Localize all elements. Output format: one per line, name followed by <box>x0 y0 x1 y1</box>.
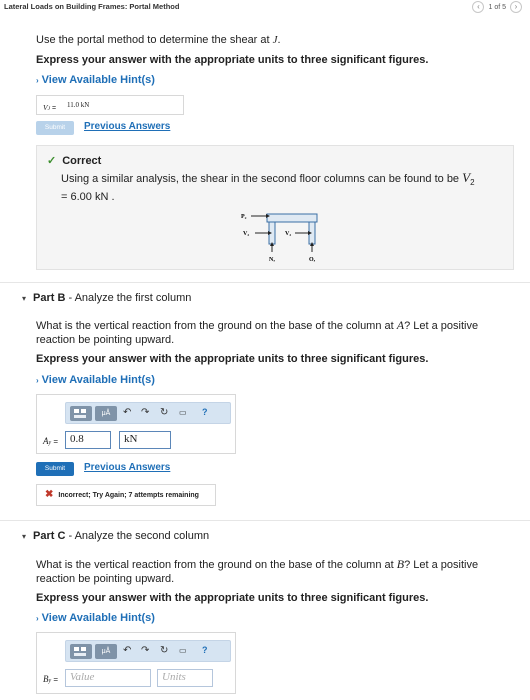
part-a-previous-answers-link[interactable]: Previous Answers <box>84 121 171 132</box>
math-toolbar <box>65 402 231 424</box>
part-b-feedback: ✖ Incorrect; Try Again; 7 attempts remaining <box>36 484 216 506</box>
part-c-answer-box: μÅ ↶ ↷ ↻ ▭ ? By = Value Units <box>36 632 236 694</box>
part-a-feedback-box <box>36 145 514 270</box>
part-b-hint-link[interactable]: › View Available Hint(s) <box>36 374 155 386</box>
help-icon[interactable]: ? <box>202 645 208 655</box>
part-c-instruction: Express your answer with the appropriate units to three significant figures. <box>36 592 429 604</box>
part-b-question: What is the vertical reaction from the ground on the base of the column at A? Let a positive reaction be pointing upward. <box>36 318 479 346</box>
part-c-header[interactable]: ▾ Part C - Analyze the second column <box>22 530 210 542</box>
caret-down-icon: ▾ <box>22 294 27 303</box>
redo-icon[interactable]: ↷ <box>141 645 150 656</box>
chevron-left-icon[interactable]: ‹ <box>472 1 484 13</box>
label-p2: P₂ <box>241 214 247 220</box>
feedback-text: Using a similar analysis, the shear in the second floor columns can be found to be $V_2$ = 6.00 kN . <box>61 170 475 204</box>
label-o1: O, <box>309 257 316 263</box>
part-a-instruction: Express your answer with the appropriate units to three significant figures. <box>36 54 429 66</box>
part-a-answer-value: 11.0 kN <box>67 101 90 109</box>
part-a-submit-button[interactable]: Submit <box>36 121 74 135</box>
label-v2-left: V₂ <box>243 231 250 237</box>
redo-icon[interactable]: ↷ <box>141 407 150 418</box>
chevron-right-icon[interactable]: › <box>510 1 522 13</box>
math-toolbar <box>65 640 231 662</box>
part-b-previous-answers-link[interactable]: Previous Answers <box>84 462 171 473</box>
feedback-title: Correct <box>62 155 102 167</box>
template-icon[interactable] <box>70 644 92 659</box>
part-c-question: What is the vertical reaction from the ground on the base of the column at B? Let a positive reaction be pointing upward. <box>36 557 479 585</box>
label-v2-right: V₂ <box>285 231 292 237</box>
undo-icon[interactable]: ↶ <box>123 645 132 656</box>
undo-icon[interactable]: ↶ <box>123 407 132 418</box>
help-icon[interactable]: ? <box>202 407 208 417</box>
chevron-right-icon: › <box>36 76 39 85</box>
part-b-instruction: Express your answer with the appropriate units to three significant figures. <box>36 353 429 365</box>
part-a-hint-link[interactable]: › View Available Hint(s) <box>36 74 155 86</box>
answer-variable: B <box>43 674 49 684</box>
divider <box>0 282 530 283</box>
page-count: 1 of 5 <box>488 3 506 11</box>
part-b-value-input[interactable]: 0.8 <box>65 431 111 449</box>
chevron-right-icon: › <box>36 614 39 623</box>
part-c-value-input[interactable]: Value <box>65 669 151 687</box>
divider <box>0 520 530 521</box>
part-b-header[interactable]: ▾ Part B - Analyze the first column <box>22 292 192 304</box>
keyboard-icon[interactable]: ▭ <box>179 408 187 417</box>
page-title: Lateral Loads on Building Frames: Portal Method <box>4 2 180 11</box>
answer-variable: A <box>43 436 49 446</box>
part-c-hint-link[interactable]: › View Available Hint(s) <box>36 612 155 624</box>
close-icon: ✖ <box>45 489 54 500</box>
units-icon[interactable]: μÅ <box>95 406 117 421</box>
keyboard-icon[interactable]: ▭ <box>179 646 187 655</box>
reset-icon[interactable]: ↻ <box>160 645 169 656</box>
chevron-right-icon: › <box>36 376 39 385</box>
caret-down-icon: ▾ <box>22 532 27 541</box>
part-c-units-input[interactable]: Units <box>157 669 213 687</box>
part-b-answer-box: μÅ ↶ ↷ ↻ ▭ ? Ay = 0.8 kN <box>36 394 236 454</box>
label-n1: N, <box>269 257 275 263</box>
part-a-question: Use the portal method to determine the shear at J. <box>36 34 281 46</box>
pager <box>472 1 522 13</box>
units-icon[interactable]: μÅ <box>95 644 117 659</box>
template-icon[interactable] <box>70 406 92 421</box>
portal-frame-figure <box>233 206 333 264</box>
part-a-answer-box: VJ = 11.0 kN <box>36 95 184 115</box>
part-b-submit-button[interactable]: Submit <box>36 462 74 476</box>
header-bar <box>0 0 530 16</box>
answer-variable: V <box>43 103 48 112</box>
part-b-units-input[interactable]: kN <box>119 431 171 449</box>
reset-icon[interactable]: ↻ <box>160 407 169 418</box>
check-icon: ✓ <box>47 155 57 167</box>
